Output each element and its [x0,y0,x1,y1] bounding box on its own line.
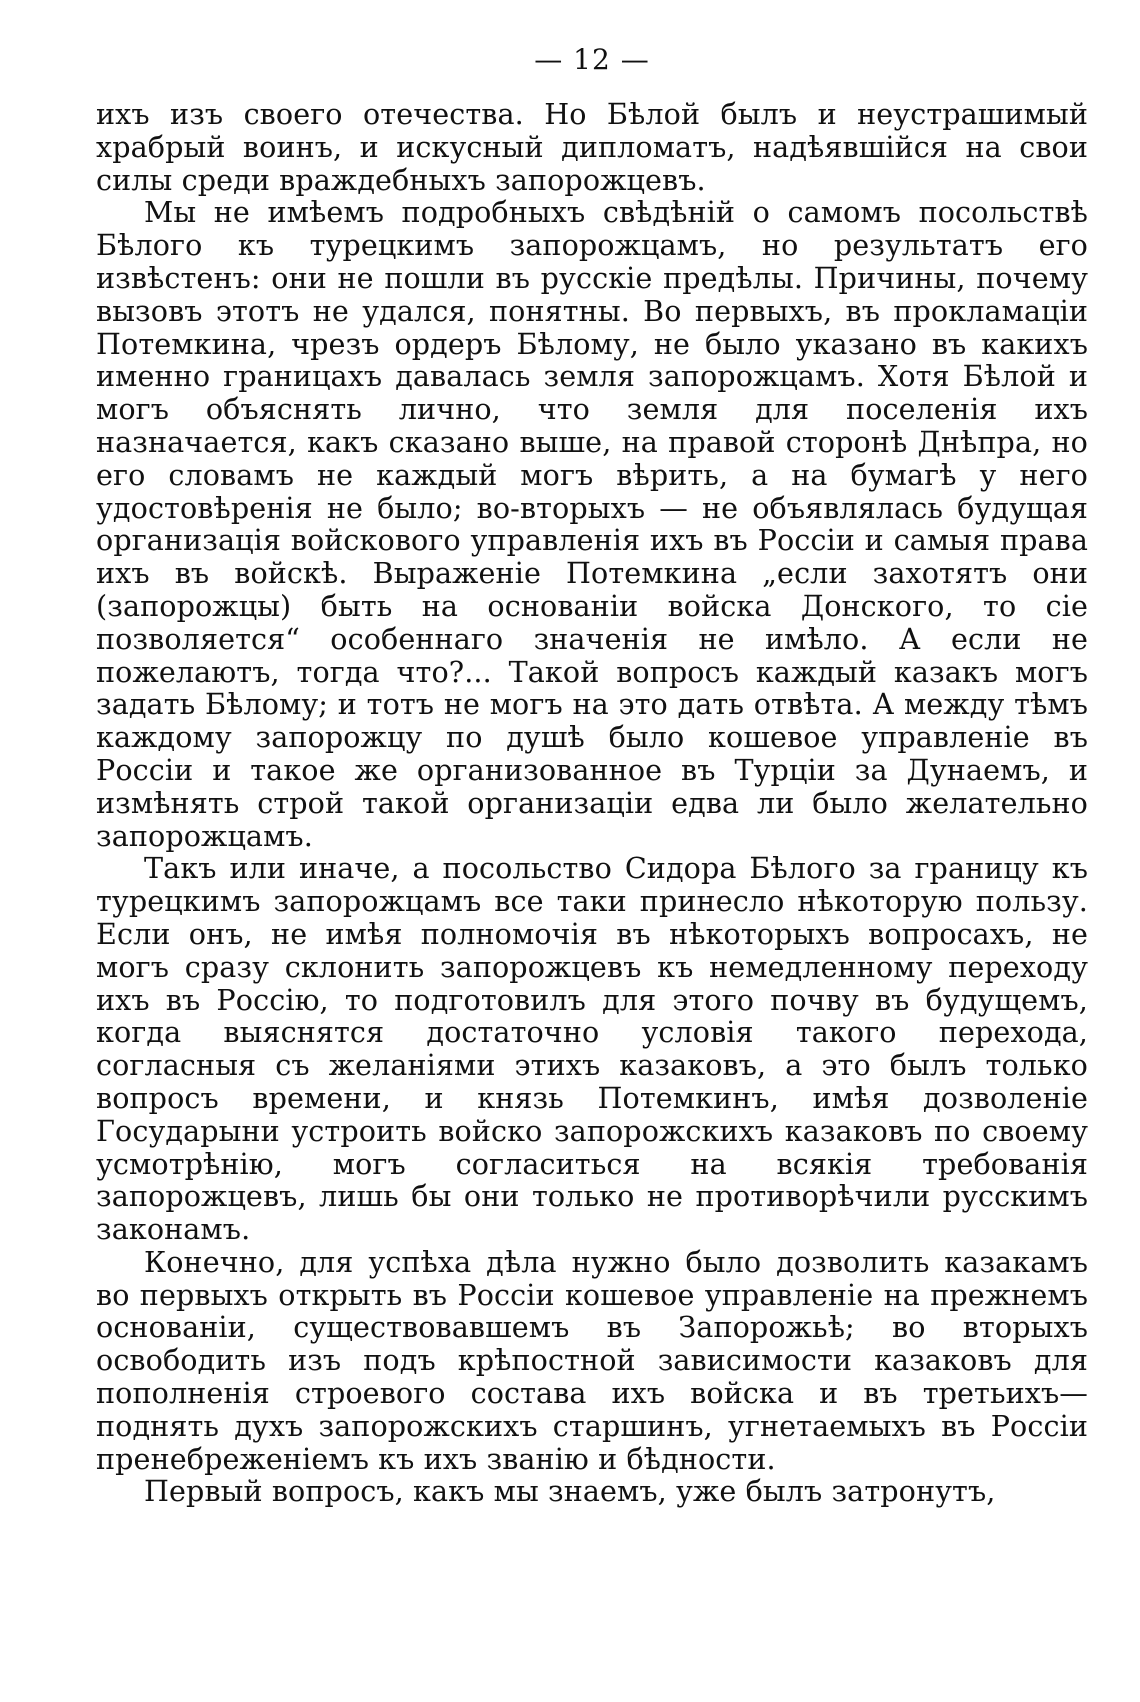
paragraph-embassy-results: Мы не имѣемъ подробныхъ свѣдѣній о самомъ посольствѣ Бѣлого къ турецкимъ запорожцамъ, но результатъ его извѣстенъ: они не пошли въ русскіе предѣлы. Причины, почему вызовъ этотъ не удался, понятны. Во первыхъ, въ прокламаціи Потемкина, чрезъ ордеръ Бѣлому, не было указано въ какихъ именно границахъ давалась земля запорожцамъ. Хотя Бѣлой и могъ объяснять лично, что земля для поселенія ихъ назначается, какъ сказано выше, на правой сторонѣ Днѣпра, но его словамъ не каждый могъ вѣрить, а на бумагѣ у него удостовѣренія не было; во-вторыхъ — не объявлялась будущая организація войскового управленія ихъ въ Россіи и самыя права ихъ въ войскѣ. Выраженіе Потемкина „если захотятъ они (запорожцы) быть на основаніи войска Донского, то сіе позволяется“ особеннаго значенія не имѣло. А если не пожелаютъ, тогда что?... Такой вопросъ каждый казакъ могъ задать Бѣлому; и тотъ не могъ на это дать отвѣта. А между тѣмъ каждому запорожцу по душѣ было кошевое управленіе въ Россіи и такое же организованное въ Турціи за Дунаемъ, и измѣнять строй такой организаціи едва ли было желательно запорожцамъ. [96,195,1088,853]
paragraph-continuation: ихъ изъ своего отечества. Но Бѣлой былъ и неустрашимый храбрый воинъ, и искусный дипломатъ, надѣявшійся на свои силы среди враждебныхъ запорожцевъ. [96,97,1088,197]
paragraph-embassy-benefit: Такъ или иначе, а посольство Сидора Бѣлого за границу къ турецкимъ запорожцамъ все таки принесло нѣкоторую пользу. Если онъ, не имѣя полномочія въ нѣкоторыхъ вопросахъ, не могъ сразу склонить запорожцевъ къ немедленному переходу ихъ въ Россію, то подготовилъ для этого почву въ будущемъ, когда выяснятся достаточно условія такого перехода, согласныя съ желаніями этихъ казаковъ, а это былъ только вопросъ времени, и князь Потемкинъ, имѣя дозволеніе Государыни устроить войско запорожскихъ казаковъ по своему усмотрѣнію, могъ согласиться на всякія требованія запорожцевъ, лишь бы они только не противорѣчили русскимъ законамъ. [96,851,1088,1247]
paragraph-first-question: Первый вопросъ, какъ мы знаемъ, уже былъ затронутъ, [144,1474,996,1509]
page-number: — 12 — [534,43,650,76]
paragraph-conditions: Конечно, для успѣха дѣла нужно было дозволить казакамъ во первыхъ открыть въ Россіи кошевое управленіе на прежнемъ основаніи, существовавшемъ въ Запорожьѣ; во вторыхъ освободить изъ подъ крѣпостной зависимости казаковъ для пополненія строевого состава ихъ войска и въ третьихъ—поднять духъ запорожскихъ старшинъ, угнетаемыхъ въ Россіи пренебреженіемъ къ ихъ званію и бѣдности. [96,1244,1088,1476]
body-text [96,98,1088,1508]
